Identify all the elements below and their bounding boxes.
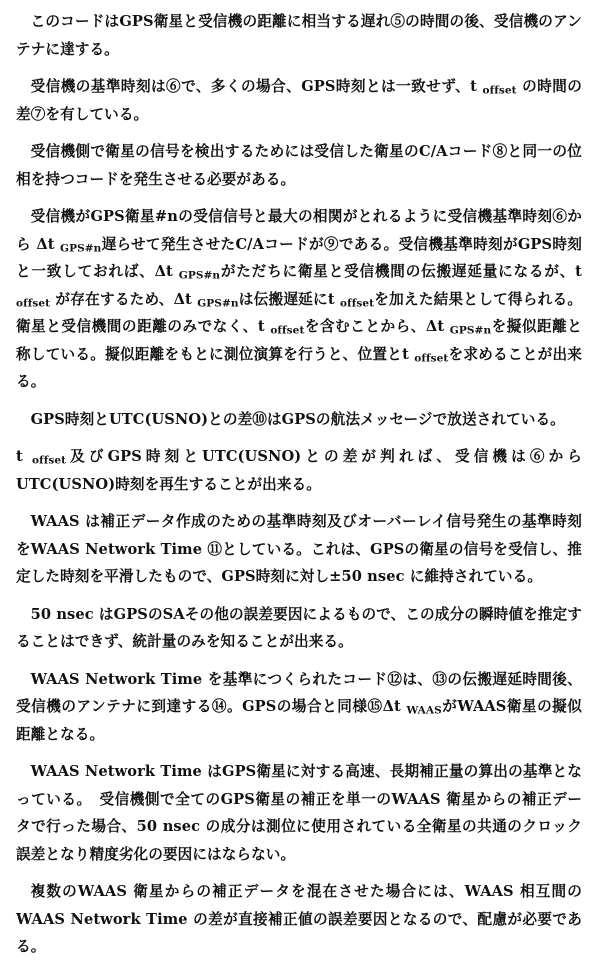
paragraph-p11 — [16, 878, 582, 961]
text-segment: 受信機側で衛星の信号を検出するためには受信した衛星のC/Aコード⑧と同一の位相を持つコードを発生させる必要がある。 — [16, 143, 582, 188]
subscript-text: GPS#n — [449, 324, 492, 337]
text-segment: 受信機の基準時刻は⑥で、多くの場合、GPS時刻とは一致せず、t — [30, 78, 483, 95]
paragraph-p6 — [16, 443, 582, 498]
text-segment: を擬似距離と称している。擬似距離をもとに測位演算を行うと、位置とt — [16, 318, 582, 363]
text-segment: は伝搬遅延にt — [238, 290, 341, 308]
subscript-text: offset — [16, 297, 51, 310]
text-segment: 及びGPS時刻とUTC(USNO)との差が判れば、受信機は⑥からUTC(USNO)時刻を再生することが出来る。 — [16, 448, 582, 493]
text-segment: t — [16, 448, 33, 465]
text-segment: を含むことから、Δt — [304, 318, 450, 335]
subscript-text: GPS#n — [197, 297, 239, 310]
subscript-text: GPS#n — [60, 242, 102, 255]
text-segment: WAAS Network Time はGPS衛星に対する高速、長期補正量の算出の基準となっている。 受信機側で全てのGPS衛星の補正を単一のWAAS 衛星からの補正データで行った場合、50 nsec の成分は測位に使用されている全衛星の共通のクロック誤差となり精度劣化の要因にはならない。 — [16, 763, 582, 863]
paragraph-p9 — [16, 666, 582, 749]
text-segment: WAAS は補正データ作成のための基準時刻及びオーバーレイ信号発生の基準時刻をWAAS Network Time ⑪としている。これは、GPSの衛星の信号を受信し、推定した時刻を平滑したもので、GPS時刻に対し±50 nsec に維持されている。 — [16, 513, 582, 585]
text-segment: WAAS Network Time を基準につくられたコード⑫は、⑬の伝搬遅延時間後、受信機のアンテナに到達する⑭。GPSの場合と同様⑮Δt — [16, 670, 582, 715]
subscript-text: offset — [482, 84, 517, 97]
text-segment: がWAAS衛星の擬似距離となる。 — [16, 698, 582, 743]
text-segment: このコードはGPS衛星と受信機の距離に相当する遅れ⑤の時間の後、受信機のアンテナに達する。 — [16, 13, 582, 58]
text-segment: 遅らせて発生させたC/Aコードが⑨である。受信機基準時刻がGPS時刻と一致しておれば、Δt — [16, 235, 582, 280]
subscript-text: GPS#n — [178, 269, 221, 282]
text-segment: を求めることが出来る。 — [16, 345, 583, 390]
subscript-text: offset — [414, 352, 449, 365]
paragraph-p4 — [16, 203, 582, 396]
text-segment: 複数のWAAS 衛星からの補正データを混在させた場合には、WAAS 相互間のWAAS Network Time の差が直接補正値の誤差要因となるので、配慮が必要である。 — [16, 883, 582, 955]
paragraph-p8 — [16, 601, 582, 656]
text-segment: 受信機がGPS衛星#nの受信信号と最大の相関がとれるように受信機基準時刻⑥から Δt — [16, 208, 582, 253]
text-segment: GPS時刻とUTC(USNO)との差⑩はGPSの航法メッセージで放送されている。 — [30, 410, 565, 428]
paragraph-p7 — [16, 508, 582, 591]
paragraph-p5 — [16, 406, 582, 434]
text-segment: 50 nsec はGPSのSAその他の誤差要因によるもので、この成分の瞬時値を推定することはできず、統計量のみを知ることが出来る。 — [16, 605, 582, 650]
paragraph-p10 — [16, 758, 582, 868]
paragraph-p1 — [16, 8, 582, 63]
subscript-text: offset — [340, 297, 375, 310]
subscript-text: WAAS — [406, 704, 442, 717]
subscript-text: offset — [270, 324, 305, 337]
paragraph-p2 — [16, 73, 582, 128]
text-segment: がただちに衛星と受信機間の伝搬遅延量になるが、t — [220, 263, 582, 280]
text-segment: を加えた結果として得られる。衛星と受信機間の距離のみでなく、t — [16, 290, 583, 335]
text-segment: が存在するため、Δt — [50, 290, 198, 308]
subscript-text: offset — [32, 454, 67, 467]
paragraph-p3 — [16, 138, 582, 193]
text-segment: の時間の差⑦を有している。 — [16, 78, 582, 123]
